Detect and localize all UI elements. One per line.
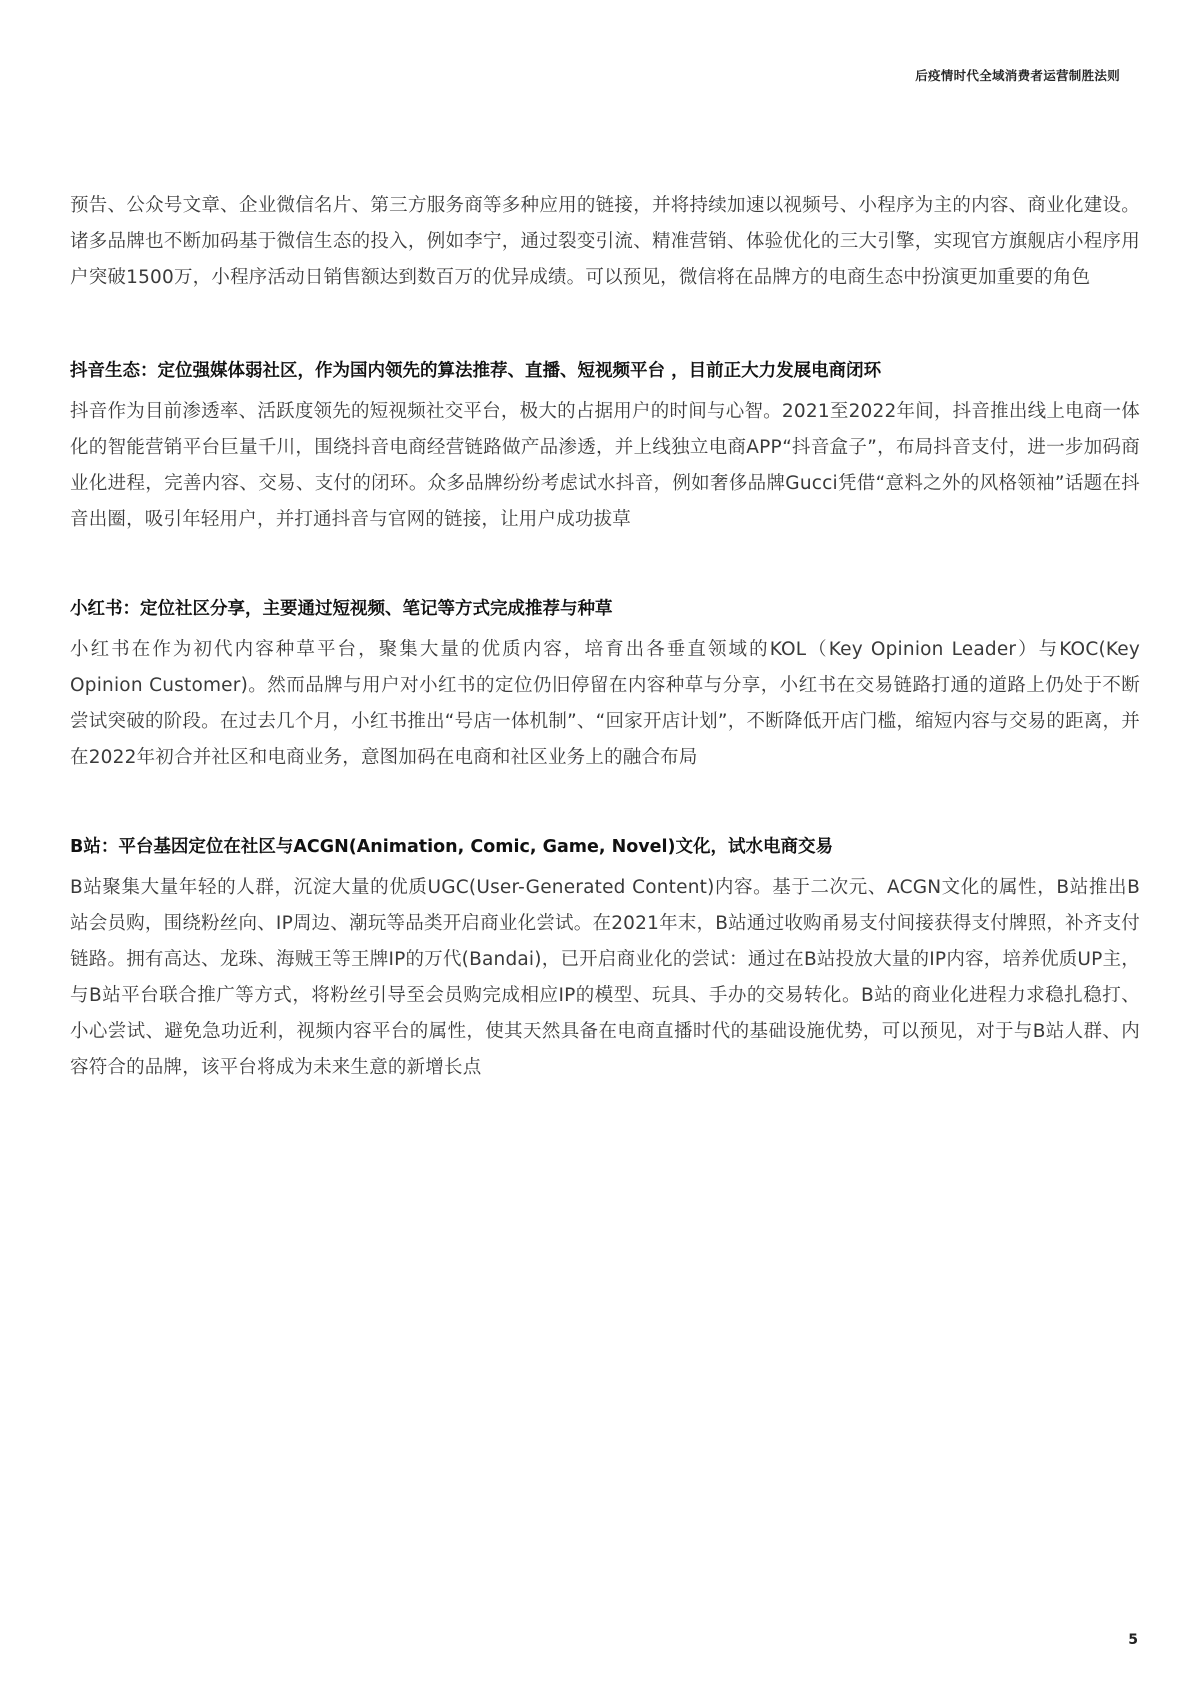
intro-paragraph: 预告、公众号文章、企业微信名片、第三方服务商等多种应用的链接，并将持续加速以视频号、小程序为主的内容、商业化建设。诸多品牌也不断加码基于微信生态的投入，例如李宁，通过裂变引流、精准营销、体验优化的三大引擎，实现官方旗舰店小程序用户突破1500万，小程序活动日销售额达到数百万的优异成绩。可以预见，微信将在品牌方的电商生态中扮演更加重要的角色 [70, 195, 1140, 288]
section-body-douyin: 抖音作为目前渗透率、活跃度领先的短视频社交平台，极大的占据用户的时间与心智。2021至2022年间，抖音推出线上电商一体化的智能营销平台巨量千川，围绕抖音电商经营链路做产品渗透，并上线独立电商APP“抖音盒子”，布局抖音支付，进一步加码商业化进程，完善内容、交易、支付的闭环。众多品牌纷纷考虑试水抖音，例如奢侈品牌Gucci凭借“意料之外的风格领袖”话题在抖音出圈，吸引年轻用户，并打通抖音与官网的链接，让用户成功拔草 [70, 401, 1140, 530]
section-xiaohongshu [70, 594, 1140, 776]
section-heading-xiaohongshu: 小红书：定位社区分享，主要通过短视频、笔记等方式完成推荐与种草 [70, 599, 613, 619]
document-body [70, 188, 1140, 1086]
page-number: 5 [1128, 1632, 1138, 1648]
running-header: 后疫情时代全域消费者运营制胜法则 [915, 68, 1120, 83]
section-body-bilibili: B站聚集大量年轻的人群，沉淀大量的优质UGC(User-Generated Content)内容。基于二次元、ACGN文化的属性，B站推出B站会员购，围绕粉丝向、IP周边、潮玩等品类开启商业化尝试。在2021年末，B站通过收购甬易支付间接获得支付牌照，补齐支付链路。拥有高达、龙珠、海贼王等王牌IP的万代(Bandai)，已开启商业化的尝试：通过在B站投放大量的IP内容，培养优质UP主，与B站平台联合推广等方式，将粉丝引导至会员购完成相应IP的模型、玩具、手办的交易转化。B站的商业化进程力求稳扎稳打、小心尝试、避免急功近利，视频内容平台的属性，使其天然具备在电商直播时代的基础设施优势，可以预见，对于与B站人群、内容符合的品牌，该平台将成为未来生意的新增长点 [70, 877, 1140, 1078]
section-bilibili [70, 832, 1140, 1086]
section-body-xiaohongshu: 小红书在作为初代内容种草平台，聚集大量的优质内容，培育出各垂直领域的KOL（Key Opinion Leader）与KOC(Key Opinion Customer)。然而品牌与用户对小红书的定位仍旧停留在内容种草与分享，小红书在交易链路打通的道路上仍处于不断尝试突破的阶段。在过去几个月，小红书推出“号店一体机制”、“回家开店计划”，不断降低开店门槛，缩短内容与交易的距离，并在2022年初合并社区和电商业务，意图加码在电商和社区业务上的融合布局 [70, 639, 1140, 768]
section-heading-douyin: 抖音生态：定位强媒体弱社区，作为国内领先的算法推荐、直播、短视频平台 ，目前正大力发展电商闭环 [70, 361, 882, 381]
section-heading-bilibili: B站：平台基因定位在社区与ACGN(Animation, Comic, Game, Novel)文化，试水电商交易 [70, 837, 834, 857]
section-douyin [70, 356, 1140, 538]
